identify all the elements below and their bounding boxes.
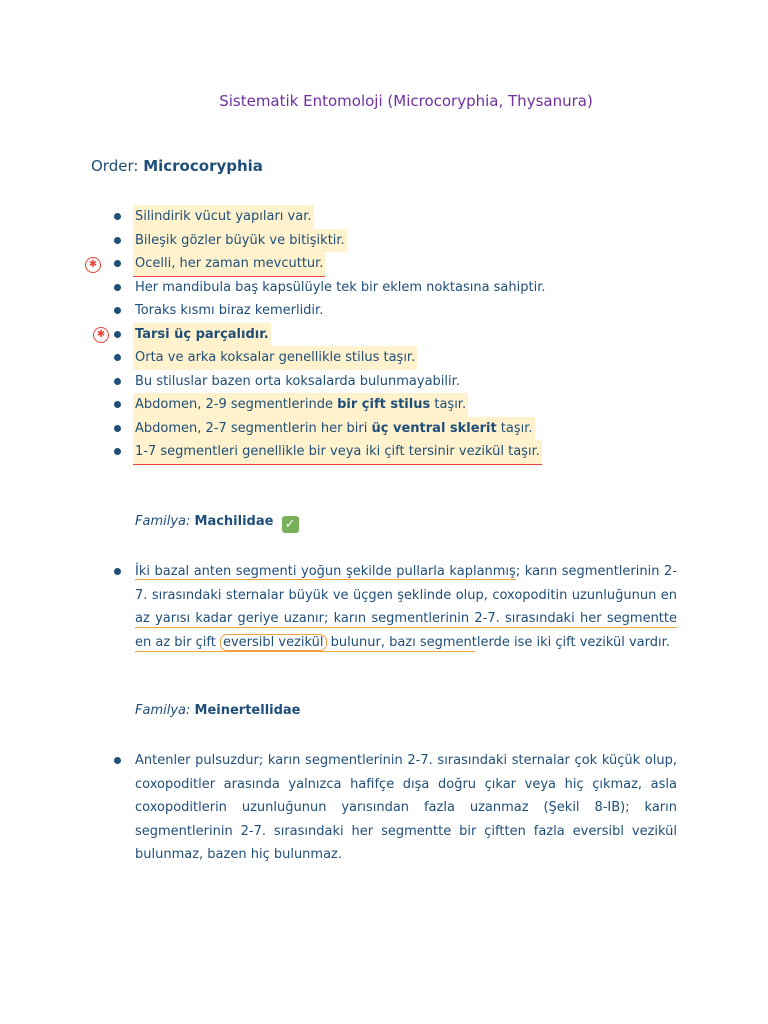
bullet-icon xyxy=(114,284,121,291)
bullet-icon xyxy=(114,354,121,361)
list-item-text: Her mandibula baş kapsülüyle tek bir eklem noktasına sahiptir. xyxy=(135,279,546,295)
family-description-machilidae xyxy=(135,560,677,654)
trait-list xyxy=(0,205,768,464)
text-part: Abdomen, 2-7 segmentlerin her biri xyxy=(135,420,372,436)
bullet-icon xyxy=(114,378,121,385)
bullet-icon xyxy=(114,448,121,455)
text-part: taşır. xyxy=(430,397,467,412)
text-part: bulunur, bazı segmentlerde ise iki çift vezikül vardır. xyxy=(326,634,670,650)
family-name: Meinertellidae xyxy=(194,703,301,718)
family-heading-machilidae xyxy=(135,514,299,533)
list-item xyxy=(0,440,768,464)
bullet-icon xyxy=(114,237,121,244)
text-part: Abdomen, 2-9 segmentlerinde xyxy=(135,397,338,412)
bullet-icon xyxy=(114,260,121,267)
text-bold: bir çift stilus xyxy=(337,397,431,412)
orange-underline xyxy=(135,651,475,652)
bullet-icon xyxy=(114,757,121,764)
family-label: Familya: xyxy=(135,703,191,718)
bullet-icon xyxy=(114,307,121,314)
order-label: Order: xyxy=(91,157,139,175)
list-item-text xyxy=(133,393,468,418)
list-item-text: Bileşik gözler büyük ve bitişiktir. xyxy=(133,229,347,253)
bullet-icon xyxy=(114,401,121,408)
list-item xyxy=(0,299,768,323)
star-mark-icon: ✱ xyxy=(85,257,101,273)
circled-text: eversibl vezikül xyxy=(220,634,327,651)
list-item-text: Tarsi üç parçalıdır. xyxy=(133,323,271,348)
text-bold: üç ventral sklerit xyxy=(371,420,497,436)
family-name: Machilidae xyxy=(194,514,274,529)
list-item xyxy=(0,205,768,229)
family-label: Familya: xyxy=(135,514,191,529)
list-item-text: Bu stiluslar bazen orta koksalarda bulunmayabilir. xyxy=(135,373,460,389)
list-item-text: Toraks kısmı biraz kemerlidir. xyxy=(135,303,324,318)
list-item-text xyxy=(133,417,535,442)
order-name: Microcoryphia xyxy=(143,157,263,175)
list-item xyxy=(0,346,768,370)
orange-underline xyxy=(135,627,677,628)
check-mark-icon: ✓ xyxy=(282,516,299,533)
underlined-text: İki bazal anten segmenti yoğun şekilde pullarla kaplanmış xyxy=(135,564,516,579)
list-item-text: Orta ve arka koksalar genellikle stilus taşır. xyxy=(133,346,417,370)
list-item xyxy=(0,417,768,441)
list-item xyxy=(0,323,768,347)
bullet-icon xyxy=(114,331,121,338)
list-item-text: Ocelli, her zaman mevcuttur. xyxy=(133,252,325,277)
list-item-text: 1-7 segmentleri genellikle bir veya iki çift tersinir vezikül taşır. xyxy=(133,440,542,465)
list-item xyxy=(0,252,768,276)
star-mark-icon: ✱ xyxy=(93,327,109,343)
family-description-meinertellidae: Antenler pulsuzdur; karın segmentlerinin 2-7. sırasındaki sternalar çok küçük olup, coxopoditler arasında yalnızca hafifçe dışa doğru çıkar veya hiç çıkmaz, asla coxopoditlerin uzunluğunun yarısından fazla uzanmaz (Şekil 8-IB); karın segmentlerinin 2-7. sırasındaki her segmentte bir çiftten fazla eversibl vezikül bulunmaz, bazen hiç bulunmaz. xyxy=(135,753,677,862)
order-heading xyxy=(91,157,263,175)
list-item xyxy=(0,370,768,394)
family-heading-meinertellidae xyxy=(135,703,301,718)
list-item-text: Silindirik vücut yapıları var. xyxy=(133,205,314,229)
list-item xyxy=(0,229,768,253)
bullet-icon xyxy=(114,568,121,575)
text-part: taşır. xyxy=(496,420,533,436)
bullet-icon xyxy=(114,213,121,220)
page-title: Sistematik Entomoloji (Microcoryphia, Thysanura) xyxy=(219,92,593,110)
list-item xyxy=(0,393,768,417)
list-item xyxy=(0,276,768,300)
bullet-icon xyxy=(114,425,121,432)
text-part: ; karın segmentlerinin 2-7. sırasındaki sternalar büyük ve üçgen şeklinde olup, coxopoditin uzunluğunun en az yarısı kadar geriye uzanır; karın segmentlerinin 2-7. sırasındaki her segmentte en az bir çift xyxy=(135,564,677,650)
